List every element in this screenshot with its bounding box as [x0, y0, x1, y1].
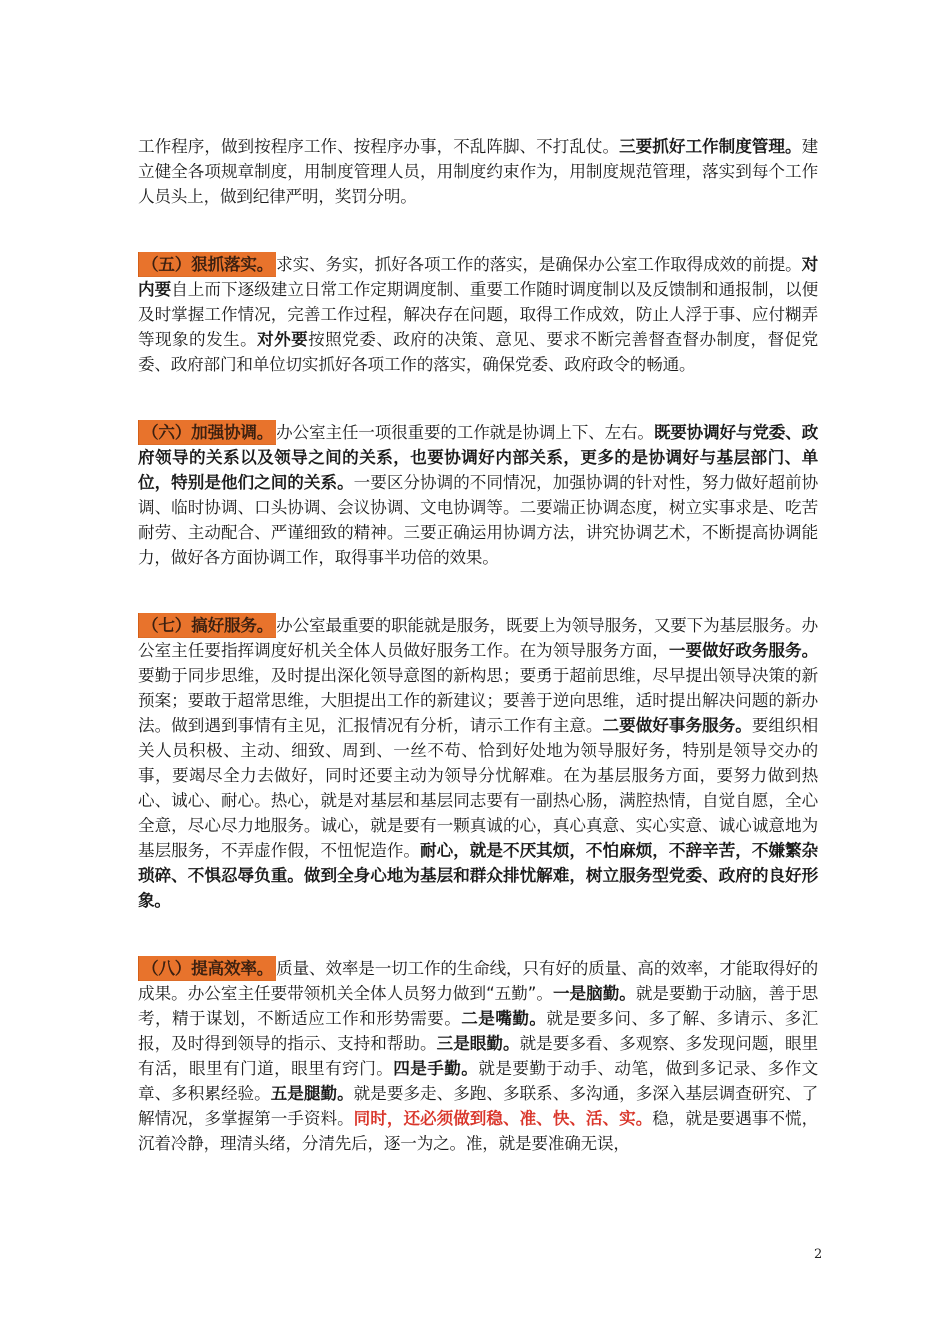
bold-text: 对内要 [138, 255, 818, 299]
section-5-heading: （五）狠抓落实。 [138, 252, 276, 277]
paragraph-gap [138, 570, 818, 613]
text: 就是要多看、多观察、多发现问题，眼里有活，眼里有门道，眼里有窍门。 [138, 1034, 818, 1078]
bold-text: 二是嘴勤。 [461, 1009, 547, 1028]
bold-text: 五是腿勤。 [270, 1084, 354, 1103]
text: 就是要多走、多跑、多联系、多沟通，多深入基层调查研究、了解情况，多掌握第一手资料。 [138, 1084, 818, 1128]
paragraph-gap [138, 209, 818, 252]
paragraph-gap [138, 377, 818, 420]
section-6-heading: （六）加强协调。 [138, 420, 276, 445]
bold-text: 对外要 [257, 330, 309, 349]
text: 按照党委、政府的决策、意见、要求不断完善督查督办制度，督促党委、政府部门和单位切实抓好各项工作的落实，确保党委、政府政令的畅通。 [138, 330, 818, 374]
document-body [138, 134, 818, 1156]
bold-text: 耐心，就是不厌其烦，不怕麻烦，不辞辛苦，不嫌繁杂琐碎、不惧忍辱负重。做到全身心地为基层和群众排忧解难，树立服务型党委、政府的良好形象。 [138, 841, 818, 910]
bold-text: 三要抓好工作制度管理。 [619, 137, 802, 156]
bold-text: 一是脑勤。 [552, 984, 636, 1003]
text: 要勤于同步思维，及时提出深化领导意图的新构思；要勇于超前思维，尽早提出领导决策的新预案；要敢于超常思维，大胆提出工作的新建议；要善于逆向思维，适时提出解决问题的新办法。做到遇到事情有主见，汇报情况有分析，请示工作有主意。 [138, 666, 818, 735]
text: 稳，就是要遇事不慌，沉着冷静，理清头绪，分清先后，逐一为之。准，就是要准确无误， [138, 1109, 818, 1153]
section-7 [138, 613, 818, 913]
section-7-heading: （七）搞好服务。 [138, 613, 276, 638]
text: 工作程序，做到按程序工作、按程序办事，不乱阵脚、不打乱仗。 [138, 137, 620, 156]
section-6 [138, 420, 818, 570]
paragraph-gap [138, 913, 818, 956]
red-emphasis-text: 同时，还必须做到稳、准、快、活、实。 [353, 1109, 653, 1128]
text: 要组织相关人员积极、主动、细致、周到、一丝不苟、恰到好处地为领导服好务，特别是领导交办的事，要竭尽全力去做好，同时还要主动为领导分忧解难。在为基层服务方面，要努力做到热心、诚心、耐心。热心，就是对基层和基层同志要有一副热心肠，满腔热情，自觉自愿，全心全意，尽心尽力地服务。诚心，就是要有一颗真诚的心，真心真意、实心实意、诚心诚意地为基层服务，不弄虚作假，不忸怩造作。 [138, 716, 818, 860]
text: 就是要勤于动脑，善于思考，精于谋划，不断适应工作和形势需要。 [138, 984, 819, 1028]
paragraph-work-procedure [138, 134, 818, 209]
bold-text: 一要做好政务服务。 [668, 641, 818, 660]
section-5 [138, 252, 818, 377]
text: 就是要勤于动手、动笔，做到多记录、多作文章、多积累经验。 [138, 1059, 819, 1103]
bold-text: 四是手勤。 [393, 1059, 479, 1078]
text: 一要区分协调的不同情况，加强协调的针对性，努力做好超前协调、临时协调、口头协调、会议协调、文电协调等。二要端正协调态度，树立实事求是、吃苦耐劳、主动配合、严谨细致的精神。三要正确运用协调方法，讲究协调艺术，不断提高协调能力，做好各方面协调工作，取得事半功倍的效果。 [138, 473, 818, 567]
text: 就是要多问、多了解、多请示、多汇报，及时得到领导的指示、支持和帮助。 [138, 1009, 818, 1053]
text: 办公室最重要的职能就是服务，既要上为领导服务，又要下为基层服务。办公室主任要指挥调度好机关全体人员做好服务工作。在为领导服务方面， [138, 616, 818, 660]
bold-text: 二要做好事务服务。 [602, 716, 752, 735]
text: 质量、效率是一切工作的生命线，只有好的质量、高的效率，才能取得好的成果。办公室主任要带领机关全体人员努力做到“五勤”。 [138, 959, 818, 1003]
text: 自上而下逐级建立日常工作定期调度制、重要工作随时调度制以及反馈制和通报制，以便及时掌握工作情况，完善工作过程，解决存在问题，取得工作成效，防止人浮于事、应付糊弄等现象的发生。 [138, 280, 818, 349]
text: 办公室主任一项很重要的工作就是协调上下、左右。 [276, 423, 654, 442]
text: 建立健全各项规章制度，用制度管理人员，用制度约束作为，用制度规范管理，落实到每个工作人员头上，做到纪律严明，奖罚分明。 [138, 137, 818, 206]
bold-text: 既要协调好与党委、政府领导的关系以及领导之间的关系，也要协调好内部关系，更多的是协调好与基层部门、单位，特别是他们之间的关系。 [138, 423, 818, 492]
text: 求实、务实，抓好各项工作的落实，是确保办公室工作取得成效的前提。 [276, 255, 802, 274]
section-8-heading: （八）提高效率。 [138, 956, 276, 981]
page-number: 2 [814, 1247, 823, 1262]
bold-text: 三是眼勤。 [436, 1034, 520, 1053]
section-8 [138, 956, 818, 1156]
